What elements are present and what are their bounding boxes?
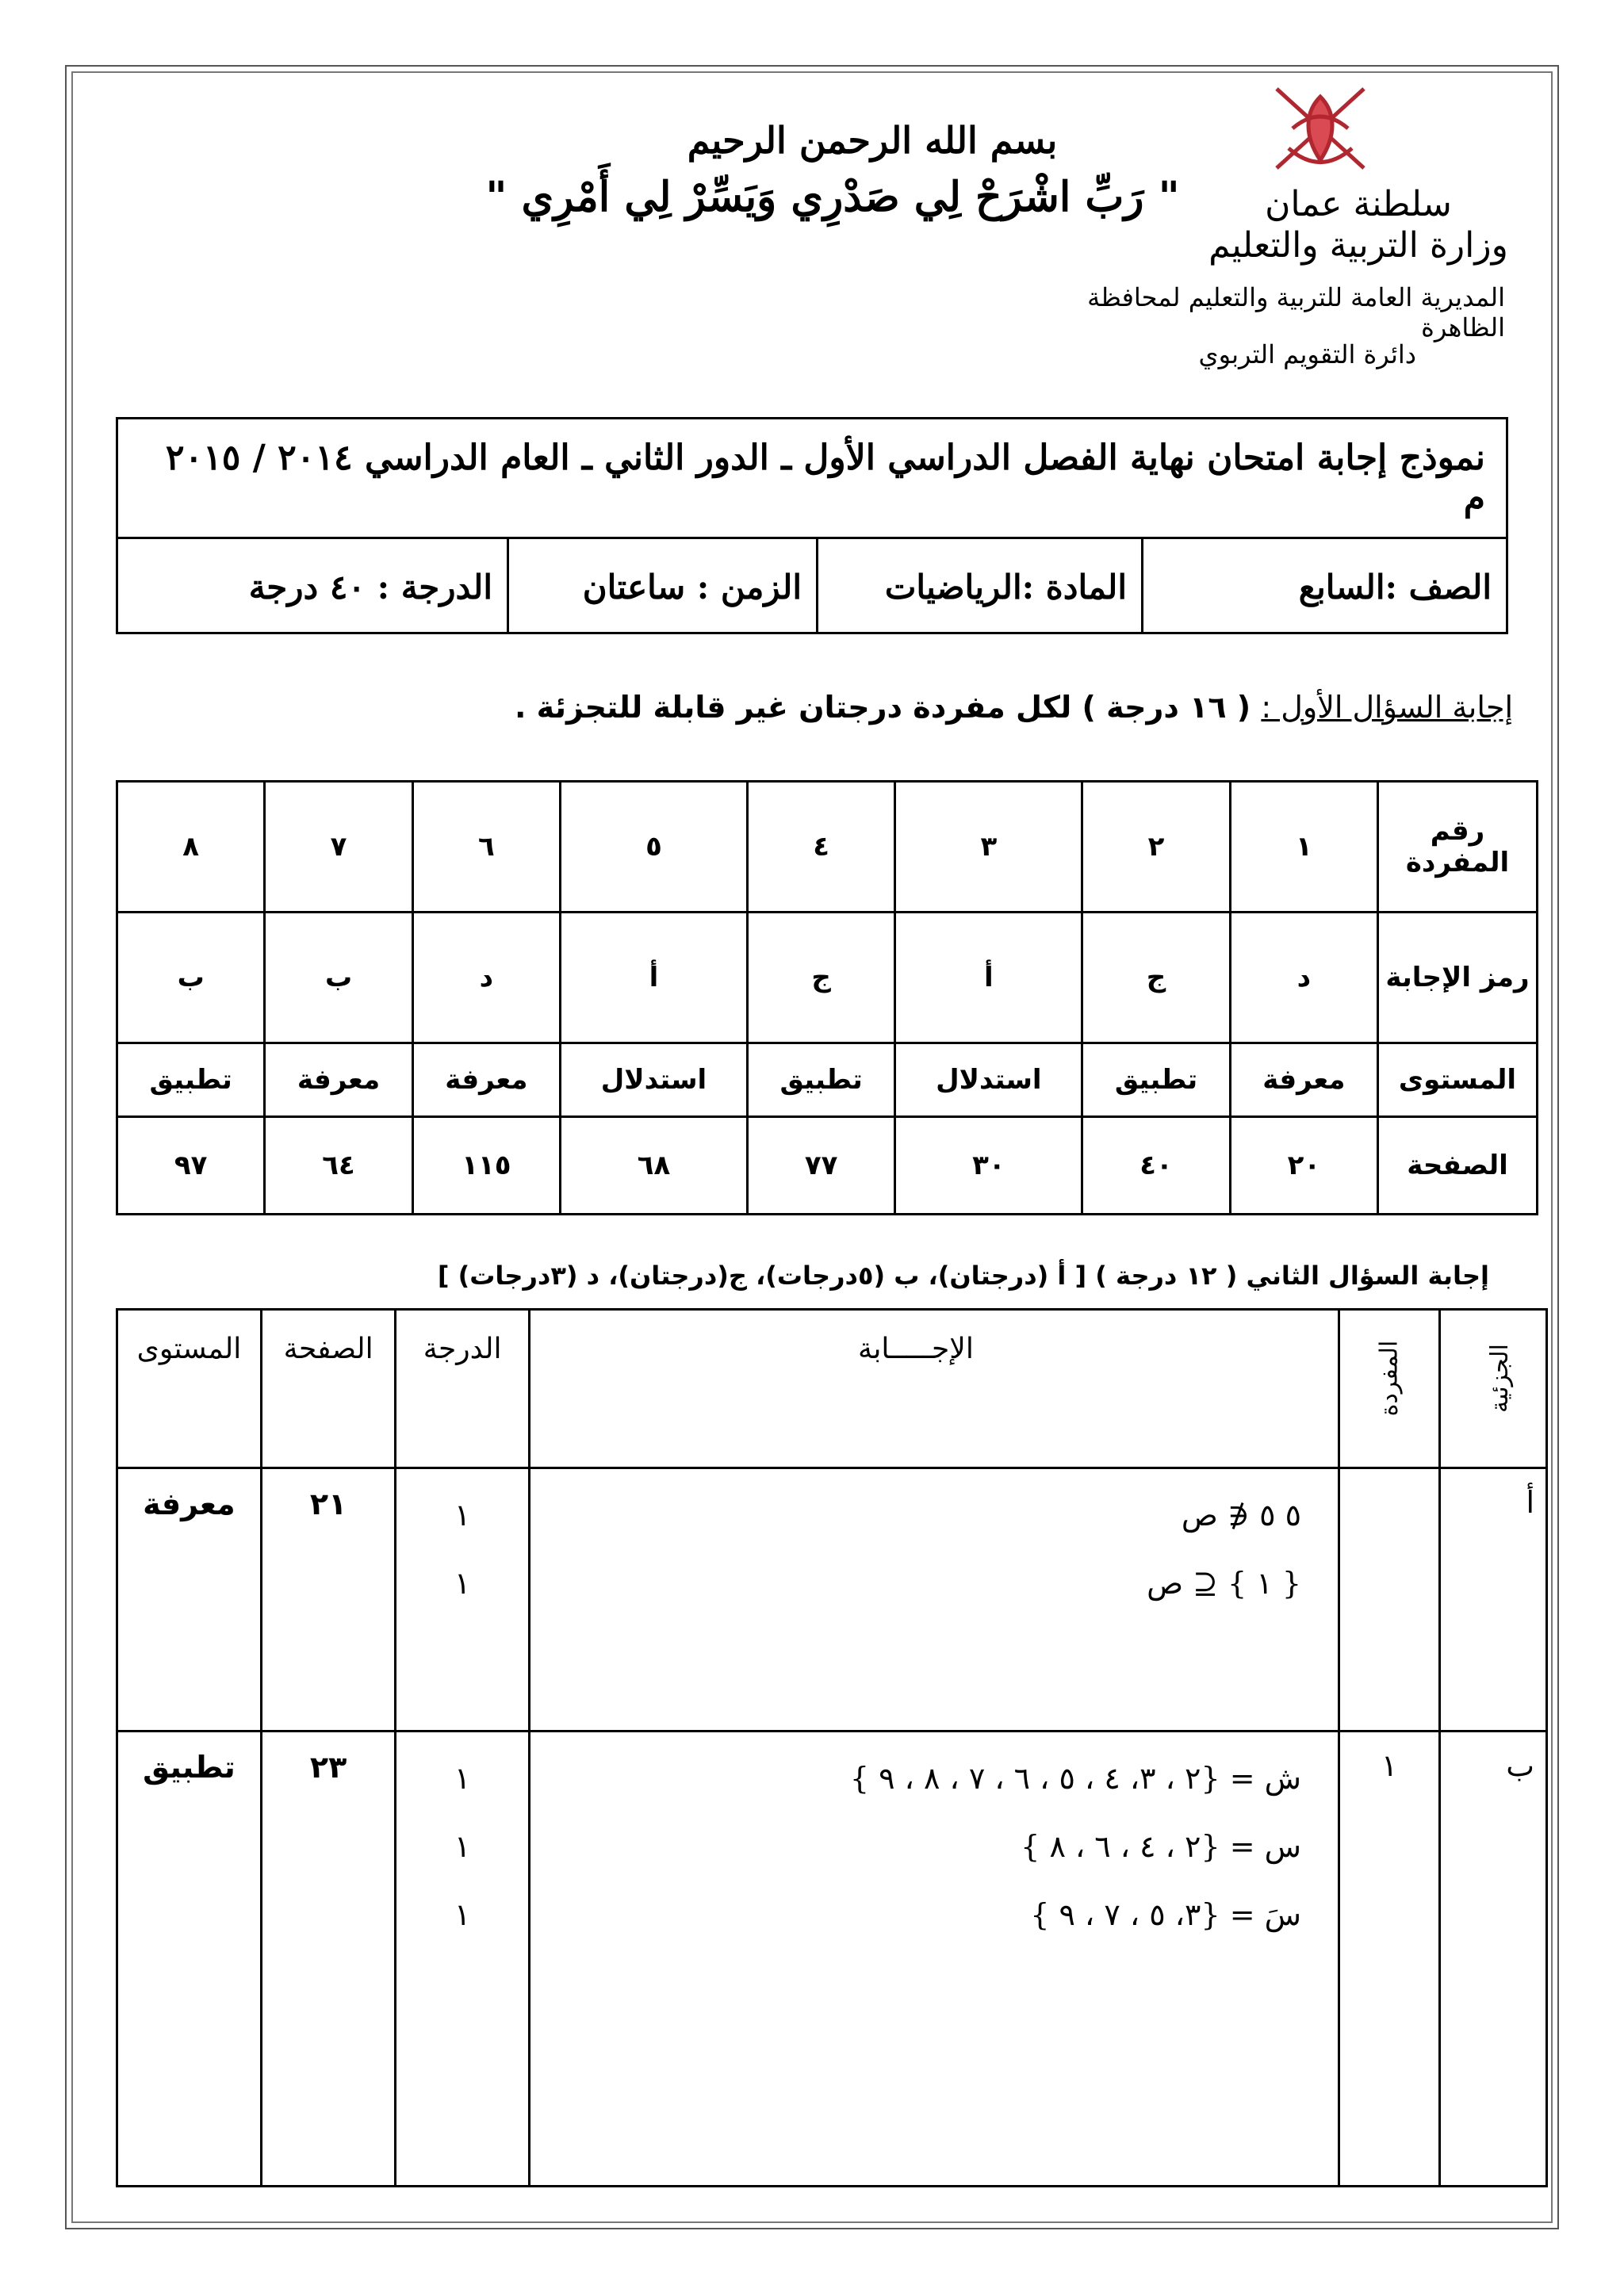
degree-value: ١ bbox=[454, 1566, 471, 1601]
table-cell: استدلال bbox=[561, 1043, 748, 1117]
subject-cell: المادة :الرياضيات bbox=[816, 539, 1141, 634]
grade-cell: الصف :السابع bbox=[1141, 539, 1506, 634]
table-cell: ١ bbox=[1230, 782, 1377, 913]
answer-line: ٥ ٥ ∉ ص bbox=[1181, 1498, 1301, 1533]
table-cell: ٢٠ bbox=[1230, 1117, 1377, 1215]
answer-line: س = {٢ ، ٤ ، ٦ ، ٨ } bbox=[1021, 1829, 1301, 1864]
table-cell: ٤٠ bbox=[1082, 1117, 1230, 1215]
degree-value: ١ bbox=[454, 1829, 471, 1864]
table-cell: د bbox=[1230, 913, 1377, 1043]
table-cell: معرفة bbox=[1230, 1043, 1377, 1117]
q1-heading bbox=[515, 690, 1513, 725]
table-cell: ب bbox=[265, 913, 412, 1043]
table-cell: ج bbox=[748, 913, 895, 1043]
table-cell: معرفة bbox=[412, 1043, 560, 1117]
table-row bbox=[117, 782, 1538, 913]
table-cell: ٦ bbox=[412, 782, 560, 913]
exam-title: نموذج إجابة امتحان نهاية الفصل الدراسي الأول ـ الدور الثاني ـ العام الدراسي ٢٠١٤ / ٢٠١٥ م bbox=[118, 419, 1506, 539]
table-cell: ٥ bbox=[561, 782, 748, 913]
part-cell: ب bbox=[1440, 1732, 1547, 2187]
marks-cell: الدرجة : ٤٠ درجة bbox=[248, 567, 492, 607]
table-cell: ٦٤ bbox=[265, 1117, 412, 1215]
q2-answer-table bbox=[116, 1308, 1548, 2187]
table-cell: ٧ bbox=[265, 782, 412, 913]
directorate-name: المديرية العامة للتربية والتعليم لمحافظة الظاهرة bbox=[1087, 282, 1505, 342]
ministry-name: وزارة التربية والتعليم bbox=[1208, 225, 1508, 266]
table-cell: ٧٧ bbox=[748, 1117, 895, 1215]
page-cell: ٢١ bbox=[261, 1468, 395, 1732]
header-answer: الإجـــــابة bbox=[529, 1310, 1339, 1468]
degree-value: ١ bbox=[454, 1498, 471, 1533]
q1-heading-rest: ( ١٦ درجة ) لكل مفردة درجتان غير قابلة للتجزئة . bbox=[515, 690, 1251, 725]
table-cell: تطبيق bbox=[748, 1043, 895, 1117]
table-cell: أ bbox=[895, 913, 1082, 1043]
table-row bbox=[117, 1117, 1538, 1215]
table-cell: ٣ bbox=[895, 782, 1082, 913]
degree-cell bbox=[396, 1732, 530, 2187]
table-row bbox=[117, 913, 1538, 1043]
header-degree: الدرجة bbox=[396, 1310, 530, 1468]
degree-value: ١ bbox=[454, 1897, 471, 1932]
answer-line: { ١ } ⊆ ص bbox=[1147, 1566, 1301, 1601]
table-cell: ٦٨ bbox=[561, 1117, 748, 1215]
table-cell: ٨ bbox=[117, 782, 265, 913]
table-cell: ٤ bbox=[748, 782, 895, 913]
table-cell: تطبيق bbox=[1082, 1043, 1230, 1117]
table-cell: معرفة bbox=[265, 1043, 412, 1117]
table-row bbox=[117, 1732, 1547, 2187]
row-header: رمز الإجابة bbox=[1378, 913, 1538, 1043]
item-cell: ١ bbox=[1339, 1732, 1440, 2187]
ministry-logo-text bbox=[1188, 184, 1529, 266]
answer-cell bbox=[529, 1468, 1339, 1732]
table-cell: ٣٠ bbox=[895, 1117, 1082, 1215]
row-header: المستوى bbox=[1378, 1043, 1538, 1117]
sultanate-name: سلطنة عمان bbox=[1265, 184, 1452, 224]
table-cell: ج bbox=[1082, 913, 1230, 1043]
table-header-row bbox=[117, 1310, 1547, 1468]
table-cell: ٢ bbox=[1082, 782, 1230, 913]
table-row bbox=[117, 1468, 1547, 1732]
time-cell: الزمن : ساعتان bbox=[507, 539, 816, 634]
header-part: الجزئية bbox=[1440, 1310, 1547, 1468]
degree-value: ١ bbox=[454, 1761, 471, 1796]
q1-heading-label: إجابة السؤال الأول : bbox=[1261, 690, 1513, 725]
prayer-verse: " رَبِّ اشْرَحْ لِي صَدْرِي وَيَسِّرْ لِي أَمْرِي " bbox=[485, 173, 1180, 221]
exam-meta-row bbox=[118, 539, 1506, 634]
table-row bbox=[117, 1043, 1538, 1117]
row-header: رقم المفردة bbox=[1378, 782, 1538, 913]
table-cell: ب bbox=[117, 913, 265, 1043]
exam-title-box bbox=[116, 417, 1508, 634]
table-cell: ٩٧ bbox=[117, 1117, 265, 1215]
row-header: الصفحة bbox=[1378, 1117, 1538, 1215]
table-cell: تطبيق bbox=[117, 1043, 265, 1117]
oman-emblem-icon bbox=[1261, 73, 1380, 184]
table-cell: د bbox=[412, 913, 560, 1043]
level-cell: معرفة bbox=[117, 1468, 262, 1732]
table-cell: أ bbox=[561, 913, 748, 1043]
q1-answer-table bbox=[116, 780, 1538, 1215]
answer-line: سَ = {٣، ٥ ، ٧ ، ٩ } bbox=[1030, 1897, 1301, 1932]
degree-cell bbox=[396, 1468, 530, 1732]
table-cell: استدلال bbox=[895, 1043, 1082, 1117]
department-name: دائرة التقويم التربوي bbox=[1198, 339, 1416, 369]
q2-heading: إجابة السؤال الثاني ( ١٢ درجة ) [ أ (درجتان)، ب (٥درجات)، ج(درجتان)، د (٣درجات) ] bbox=[437, 1261, 1489, 1291]
answer-cell bbox=[529, 1732, 1339, 2187]
header-level: المستوى bbox=[117, 1310, 262, 1468]
basmala: بسم الله الرحمن الرحيم bbox=[687, 119, 1058, 162]
table-cell: ١١٥ bbox=[412, 1117, 560, 1215]
header-item: المفردة bbox=[1339, 1310, 1440, 1468]
header-page: الصفحة bbox=[261, 1310, 395, 1468]
item-cell bbox=[1339, 1468, 1440, 1732]
level-cell: تطبيق bbox=[117, 1732, 262, 2187]
page-cell: ٢٣ bbox=[261, 1732, 395, 2187]
answer-line: ش = {٢ ، ٣، ٤ ، ٥ ، ٦ ، ٧ ، ٨ ، ٩ } bbox=[849, 1761, 1301, 1796]
part-cell: أ bbox=[1440, 1468, 1547, 1732]
